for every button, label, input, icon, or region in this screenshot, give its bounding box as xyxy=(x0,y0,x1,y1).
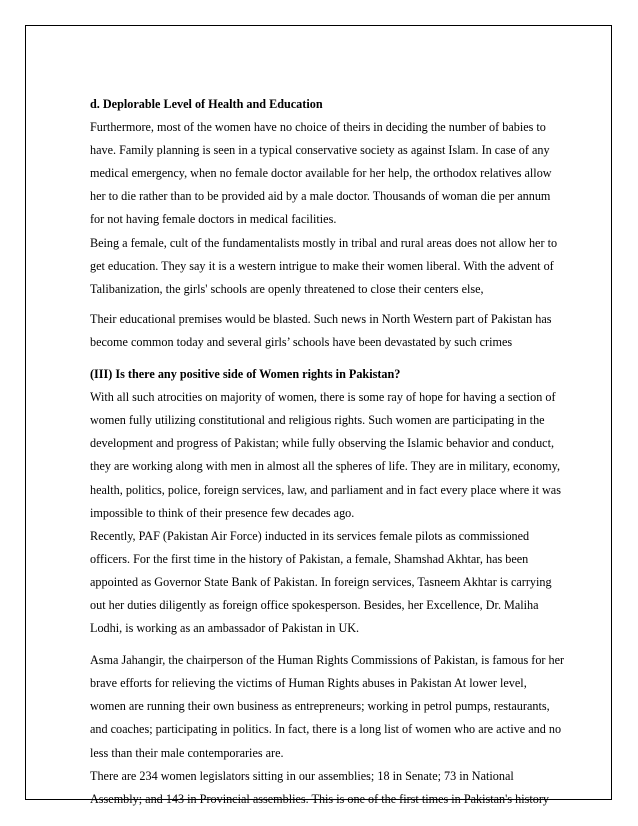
text-line: get education. They say it is a western intrigue to make their women liberal. With the advent of xyxy=(90,258,554,273)
text-line: health, politics, police, foreign services, law, and parliament and in fact every place where it was xyxy=(90,482,561,497)
text-line: officers. For the first time in the history of Pakistan, a female, Shamshad Akhtar, has been xyxy=(90,551,529,566)
text-line: Talibanization, the girls' schools are openly threatened to close their centers else, xyxy=(90,281,484,296)
text-line: Being a female, cult of the fundamentalists mostly in tribal and rural areas does not allow her to xyxy=(90,235,558,250)
paragraph-gap xyxy=(90,301,596,308)
text-line: her to die rather than to be provided aid by a male doctor. Thousands of woman die per annum xyxy=(90,189,551,204)
text-line: Furthermore, most of the women have no choice of theirs in deciding the number of babies to xyxy=(90,120,546,135)
text-line: women fully utilizing constitutional and religious rights. Such women are participating in the xyxy=(90,413,545,428)
text-line: brave efforts for relieving the victims of Human Rights abuses in Pakistan At lower level, xyxy=(90,676,527,691)
text-line: Their educational premises would be blasted. Such news in North Western part of Pakistan has xyxy=(90,311,552,326)
text-line: medical emergency, when no female doctor available for her help, the orthodox relatives allow xyxy=(90,166,552,181)
text-line: impossible to think of their presence few decades ago. xyxy=(90,505,355,520)
paragraph-gap xyxy=(90,640,596,649)
paragraph-gap xyxy=(90,354,596,363)
text-line: women are running their own business as entrepreneurs; working in petrol pumps, restaurants, xyxy=(90,699,550,714)
text-line: development and progress of Pakistan; while fully observing the Islamic behavior and conduct, xyxy=(90,436,555,451)
section-heading-positive-side: (III) Is there any positive side of Women rights in Pakistan? xyxy=(90,367,401,382)
text-line: less than their male contemporaries are. xyxy=(90,745,284,760)
page-content xyxy=(90,93,596,811)
text-line: With all such atrocities on majority of women, there is some ray of hope for having a section of xyxy=(90,390,556,405)
text-line: appointed as Governor State Bank of Pakistan. In foreign services, Tasneem Akhtar is carrying xyxy=(90,574,552,589)
document-page xyxy=(25,25,612,806)
text-line: have. Family planning is seen in a typical conservative society as against Islam. In case of any xyxy=(90,143,550,158)
text-line: they are working along with men in almost all the spheres of life. They are in military, economy, xyxy=(90,459,560,474)
text-line: Recently, PAF (Pakistan Air Force) inducted in its services female pilots as commissioned xyxy=(90,528,530,543)
section-heading-health-education: d. Deplorable Level of Health and Education xyxy=(90,97,323,111)
text-line: Assembly; and 143 in Provincial assemblies. This is one of the first times in Pakistan's history xyxy=(90,791,549,806)
text-line: for not having female doctors in medical facilities. xyxy=(90,212,337,227)
text-line: and coaches; participating in politics. In fact, there is a long list of women who are active and no xyxy=(90,722,562,737)
text-line: become common today and several girls’ schools have been devastated by such crimes xyxy=(90,334,513,349)
text-line: Asma Jahangir, the chairperson of the Human Rights Commissions of Pakistan, is famous for her xyxy=(90,653,565,668)
text-line: out her duties diligently as foreign office spokesperson. Besides, her Excellence, Dr. Maliha xyxy=(90,597,539,612)
text-line: There are 234 women legislators sitting in our assemblies; 18 in Senate; 73 in National xyxy=(90,768,514,783)
text-line: Lodhi, is working as an ambassador of Pakistan in UK. xyxy=(90,621,360,636)
